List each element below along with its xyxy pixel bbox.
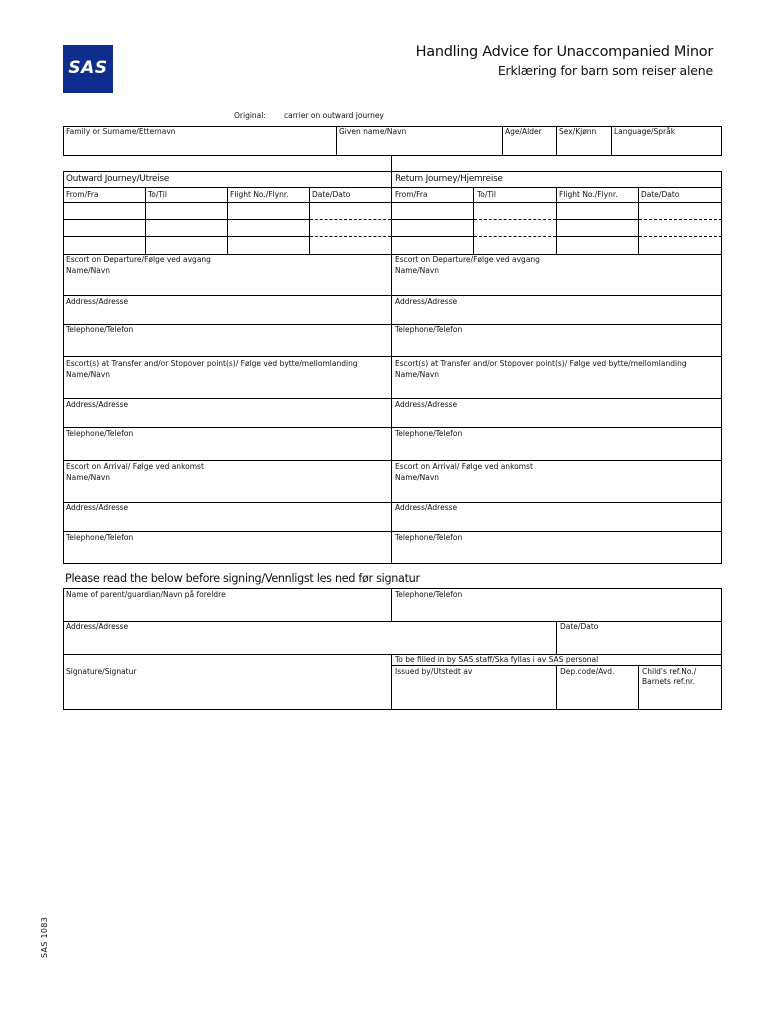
divider — [556, 236, 638, 237]
return-col-flight: Flight No./Flynr. — [559, 190, 618, 199]
original-value: carrier on outward journey — [284, 111, 384, 120]
outward-col-flight: Flight No./Flynr. — [230, 190, 289, 199]
signature-field[interactable]: Signature/Signatur — [66, 667, 137, 676]
original-label: Original: — [234, 111, 266, 120]
outward-title: Outward Journey/Utreise — [66, 174, 170, 184]
outward-transfer-address-field[interactable]: Address/Adresse — [66, 400, 129, 409]
divider — [556, 126, 557, 156]
outward-transfer-name-field[interactable]: Name/Navn — [66, 370, 111, 379]
divider — [639, 219, 722, 220]
divider — [474, 236, 556, 237]
divider — [391, 654, 392, 710]
return-transfer-name-field[interactable]: Name/Navn — [395, 370, 440, 379]
divider — [63, 427, 722, 428]
divider — [639, 236, 722, 237]
outward-dep-address-field[interactable]: Address/Adresse — [66, 297, 129, 306]
outward-escort-departure: Escort on Departure/Følge ved avgang — [66, 255, 211, 264]
return-col-date: Date/Dato — [641, 190, 680, 199]
outward-escort-transfer: Escort(s) at Transfer and/or Stopover point(s)/ Følge ved bytte/mellomlanding — [66, 359, 358, 368]
outward-col-from: From/Fra — [66, 190, 99, 199]
divider — [63, 324, 722, 325]
title-strong: Handling Advice — [415, 44, 529, 60]
divider — [63, 531, 722, 532]
divider — [502, 126, 503, 156]
return-escort-departure: Escort on Departure/Følge ved avgang — [395, 255, 540, 264]
divider — [310, 219, 391, 220]
divider — [556, 665, 557, 710]
return-arrival-name-field[interactable]: Name/Navn — [395, 473, 440, 482]
return-dep-name-field[interactable]: Name/Navn — [395, 266, 440, 275]
form-subtitle: Erklæring for barn som reiser alene — [497, 63, 713, 78]
logo-text: SAS — [68, 58, 108, 78]
divider — [638, 665, 639, 710]
divider — [336, 126, 337, 156]
return-transfer-address-field[interactable]: Address/Adresse — [395, 400, 458, 409]
return-arrival-address-field[interactable]: Address/Adresse — [395, 503, 458, 512]
child-ref-field[interactable]: Child's ref.No./ — [642, 667, 697, 676]
sex-field[interactable]: Sex/Kjønn — [559, 127, 597, 136]
parent-address-field[interactable]: Address/Adresse — [66, 622, 129, 631]
dep-code-field[interactable]: Dep.code/Avd. — [560, 667, 615, 676]
outward-arrival-name-field[interactable]: Name/Navn — [66, 473, 111, 482]
language-field[interactable]: Language/Språk — [614, 127, 676, 136]
divider — [63, 654, 722, 655]
outward-col-to: To/Til — [148, 190, 167, 199]
divider — [63, 621, 722, 622]
form-title — [416, 44, 713, 60]
parent-telephone-field[interactable]: Telephone/Telefon — [395, 590, 463, 599]
staff-note: To be filled in by SAS staff/Ska fyllas i av SAS personal — [395, 655, 599, 664]
divider — [556, 187, 557, 254]
return-title: Return Journey/Hjemreise — [395, 174, 503, 184]
return-dep-telephone-field[interactable]: Telephone/Telefon — [395, 325, 463, 334]
divider — [63, 356, 722, 357]
outward-escort-arrival: Escort on Arrival/ Følge ved ankomst — [66, 462, 204, 471]
return-escort-arrival: Escort on Arrival/ Følge ved ankomst — [395, 462, 533, 471]
outward-dep-telephone-field[interactable]: Telephone/Telefon — [66, 325, 134, 334]
divider — [145, 187, 146, 254]
divider — [391, 219, 473, 220]
divider — [310, 236, 391, 237]
title-rest: for Unaccompanied Minor — [528, 44, 713, 60]
return-arrival-telephone-field[interactable]: Telephone/Telefon — [395, 533, 463, 542]
outward-transfer-telephone-field[interactable]: Telephone/Telefon — [66, 429, 134, 438]
divider — [63, 295, 722, 296]
divider — [391, 171, 392, 564]
divider — [556, 621, 557, 655]
return-col-from: From/Fra — [395, 190, 428, 199]
divider — [391, 236, 473, 237]
divider — [391, 588, 392, 622]
return-escort-transfer: Escort(s) at Transfer and/or Stopover point(s)/ Følge ved bytte/mellomlanding — [395, 359, 687, 368]
outward-col-date: Date/Dato — [312, 190, 351, 199]
return-transfer-telephone-field[interactable]: Telephone/Telefon — [395, 429, 463, 438]
divider — [391, 156, 392, 172]
sas-logo — [63, 45, 113, 93]
form-code: SAS 1083 — [40, 916, 49, 958]
return-dep-address-field[interactable]: Address/Adresse — [395, 297, 458, 306]
return-col-to: To/Til — [477, 190, 496, 199]
divider — [63, 187, 722, 188]
outward-arrival-telephone-field[interactable]: Telephone/Telefon — [66, 533, 134, 542]
divider — [63, 398, 722, 399]
divider — [63, 236, 309, 237]
signing-table — [63, 588, 722, 710]
outward-arrival-address-field[interactable]: Address/Adresse — [66, 503, 129, 512]
divider — [63, 219, 309, 220]
divider — [474, 219, 556, 220]
issued-by-field[interactable]: Issued by/Utstedt av — [395, 667, 473, 676]
divider — [227, 187, 228, 254]
divider — [611, 126, 612, 156]
divider — [63, 202, 722, 203]
given-name-field[interactable]: Given name/Navn — [339, 127, 407, 136]
age-field[interactable]: Age/Alder — [505, 127, 542, 136]
date-field[interactable]: Date/Dato — [560, 622, 599, 631]
parent-name-field[interactable]: Name of parent/guardian/Navn på foreldre — [66, 590, 226, 599]
divider — [473, 187, 474, 254]
signing-title: Please read the below before signing/Vennligst les ned før signatur — [65, 572, 420, 585]
family-name-field[interactable]: Family or Surname/Etternavn — [66, 127, 176, 136]
child-ref-field-line2: Barnets ref.nr. — [642, 677, 695, 686]
divider — [556, 219, 638, 220]
outward-dep-name-field[interactable]: Name/Navn — [66, 266, 111, 275]
divider — [63, 460, 722, 461]
divider — [309, 187, 310, 254]
divider — [638, 187, 639, 254]
divider — [63, 502, 722, 503]
